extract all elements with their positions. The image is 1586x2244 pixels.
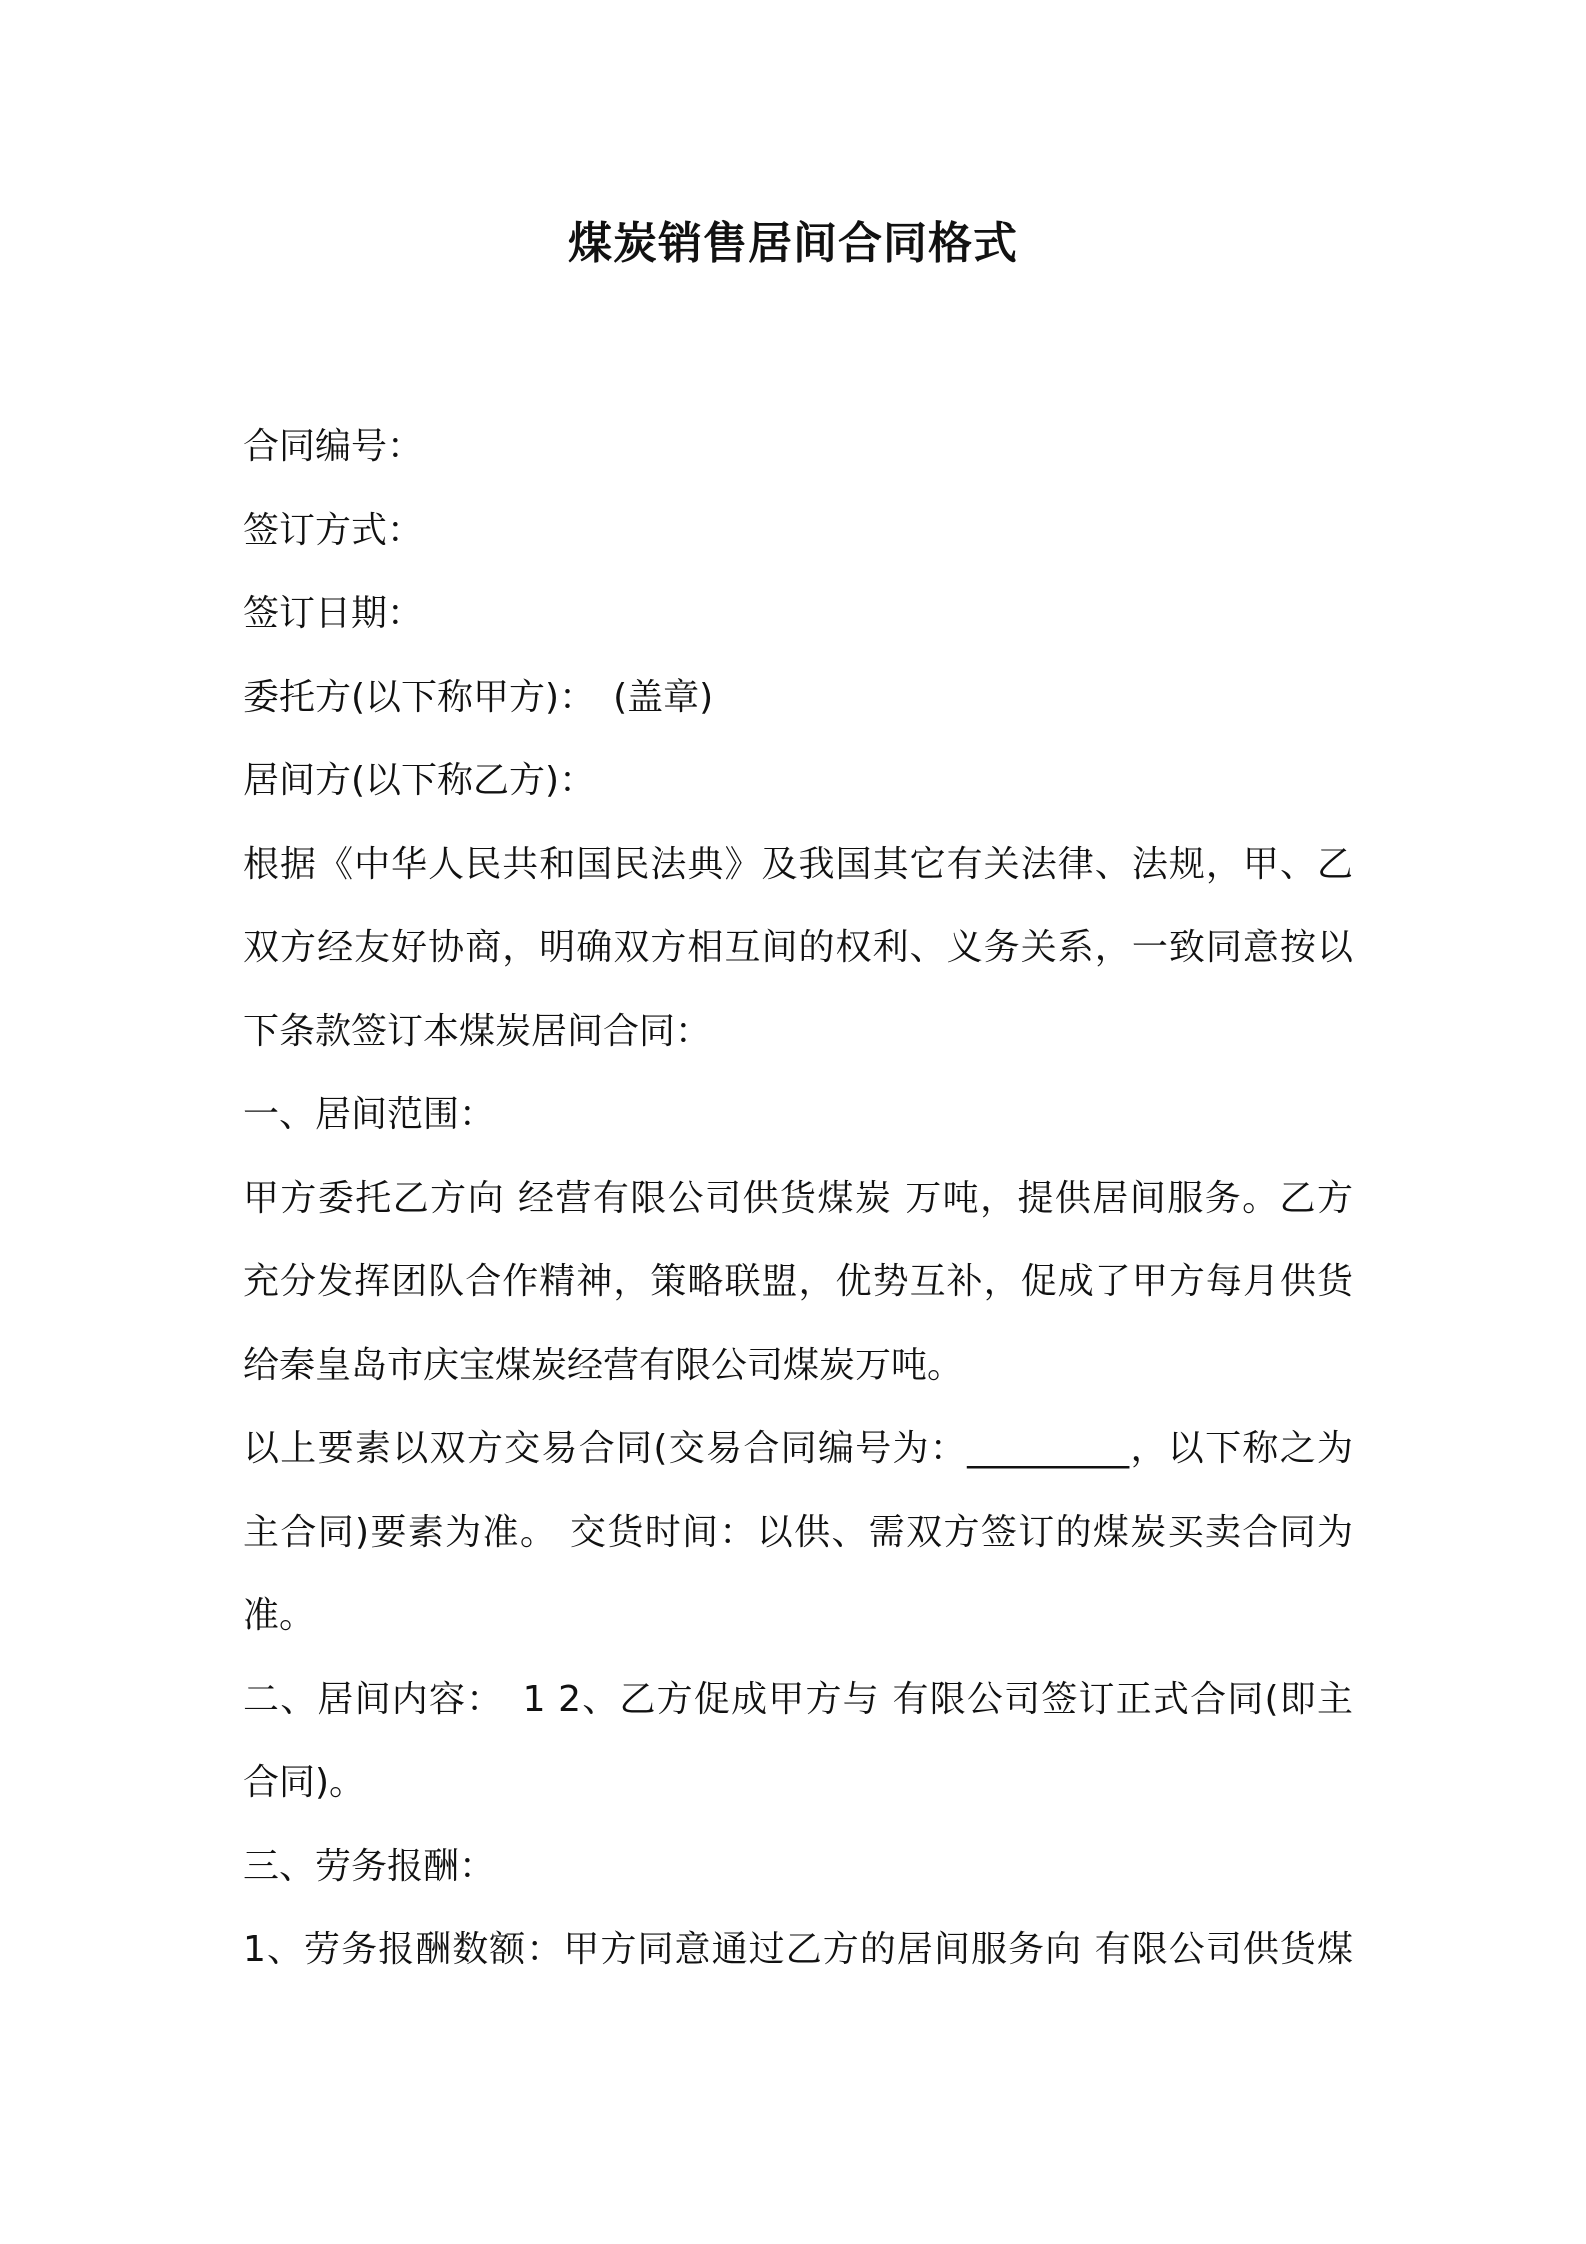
contract-number-line: 合同编号： — [243, 426, 424, 467]
section-2-line-1: 二、居间内容： 1 2、乙方促成甲方与 有限公司签订正式合同(即主 — [243, 1678, 1353, 1720]
section-3-line-1: 1、劳务报酬数额：甲方同意通过乙方的居间服务向 有限公司供货煤 — [243, 1929, 1353, 1970]
section-1-line-4: 以上要素以双方交易合同(交易合同编号为：_________，以下称之为 — [243, 1428, 1353, 1469]
party-a-line: 委托方(以下称甲方)： (盖章) — [243, 676, 714, 718]
section-2-line-2: 合同)。 — [243, 1762, 366, 1803]
document-body — [243, 405, 1353, 1992]
section-1-line-2: 充分发挥团队合作精神，策略联盟，优势互补，促成了甲方每月供货 — [243, 1261, 1353, 1302]
section-1-line-1: 甲方委托乙方向 经营有限公司供货煤炭 万吨，提供居间服务。乙方 — [243, 1177, 1353, 1219]
signing-date-line: 签订日期： — [243, 593, 424, 634]
section-1-line-3: 给秦皇岛市庆宝煤炭经营有限公司煤炭万吨。 — [243, 1344, 964, 1386]
signing-method-line: 签订方式： — [243, 509, 424, 551]
section-1-line-5: 主合同)要素为准。 交货时间：以供、需双方签订的煤炭买卖合同为 — [243, 1511, 1353, 1553]
section-1-heading: 一、居间范围： — [243, 1094, 496, 1135]
preamble-line-1: 根据《中华人民共和国民法典》及我国其它有关法律、法规，甲、乙 — [243, 843, 1353, 885]
preamble-line-2: 双方经友好协商，明确双方相互间的权利、义务关系，一致同意按以 — [243, 927, 1353, 968]
document-title: 煤炭销售居间合同格式 — [568, 218, 1018, 269]
section-1-line-6: 准。 — [243, 1595, 316, 1636]
party-b-line: 居间方(以下称乙方)： — [243, 760, 596, 801]
preamble-line-3: 下条款签订本煤炭居间合同： — [243, 1010, 712, 1052]
section-3-heading: 三、劳务报酬： — [243, 1845, 496, 1887]
